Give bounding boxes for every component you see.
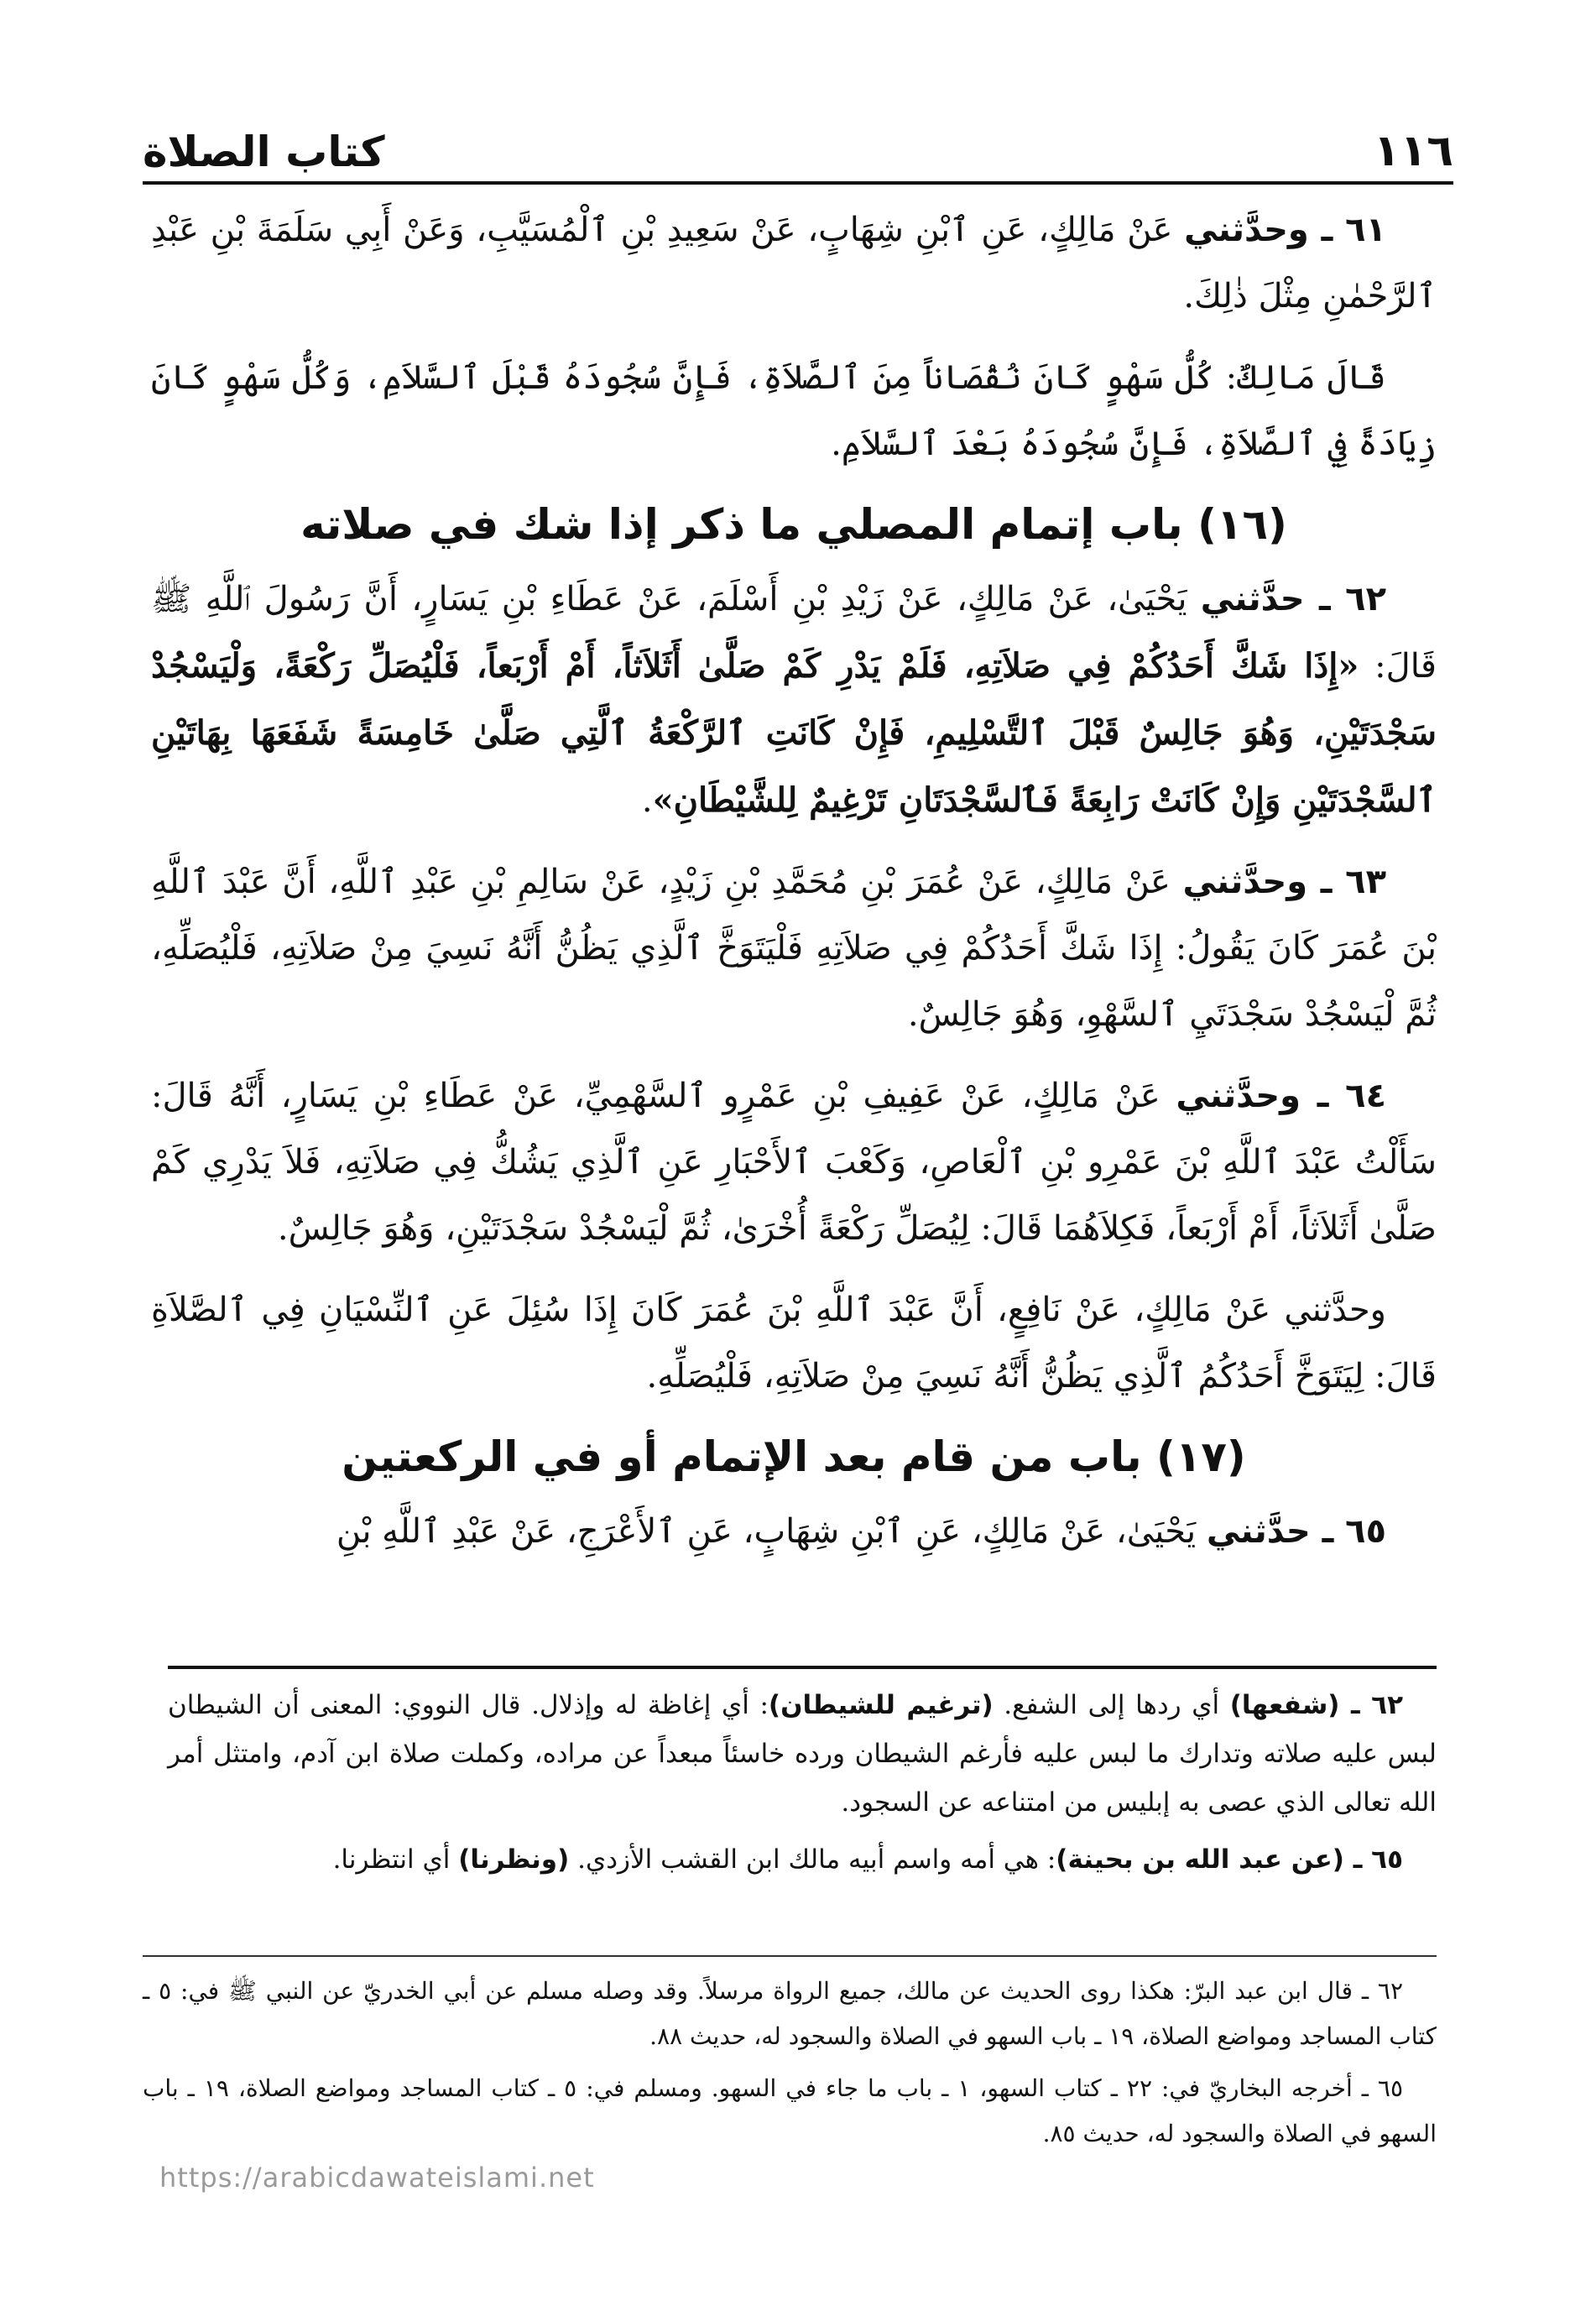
prophetic-quote: «إِذَا شَكَّ أَحَدُكُمْ فِي صَلاَتِهِ، فَلَمْ يَدْرِ كَمْ صَلَّىٰ أَثَلاَثاً، أَمْ أَرْبَعاً، فَلْيُصَلِّ رَكْعَةً، وَلْيَسْجُدْ سَجْدَتَيْنِ، وَهُوَ جَالِسٌ قَبْلَ ٱلتَّسْلِيمِ، فَإِنْ كَانَتِ ٱلرَّكْعَةُ ٱلَّتِي صَلَّىٰ خَامِسَةً شَفَعَهَا بِهَاتَيْنِ ٱلسَّجْدَتَيْنِ وَإِنْ كَانَتْ رَابِعَةً فَٱلسَّجْدَتَانِ تَرْغِيمٌ لِلشَّيْطَانِ» [151, 646, 1437, 820]
malik-note: قَالَ مَالِكٌ: كُلُّ سَهْوٍ كَانَ نُقْصَاناً مِنَ ٱلصَّلاَةِ، فَإِنَّ سُجُودَهُ قَبْلَ ٱلسَّلاَمِ، وَكُلُّ سَهْوٍ كَانَ زِيَادَةً فِي ٱلصَّلاَةِ، فَإِنَّ سُجُودَهُ بَعْدَ ٱلسَّلاَمِ. [151, 358, 1437, 463]
page-header [143, 92, 1453, 185]
footnote-number: ٦٥ ـ [1343, 1844, 1403, 1875]
hadith-number: ٦١ ـ [1308, 211, 1386, 249]
chapter-heading-17: (١٧) باب من قام بعد الإتمام أو في الركعتين [342, 1432, 1246, 1481]
hadith-number: ٦٣ ـ [1307, 863, 1386, 901]
watermark-url: https://arabicdawateislami.net [159, 2162, 595, 2194]
footnote-term: (ترغيم للشيطان) [768, 1690, 994, 1720]
hadith-number: ٦٥ ـ [1310, 1512, 1386, 1551]
footnote-text: أي ردها إلى الشفع. [993, 1690, 1230, 1720]
hadith-text: يَحْيَىٰ، عَنْ مَالِكٍ، عَنِ ٱبْنِ شِهَابٍ، عَنِ ٱلأَعْرَجِ، عَنْ عَبْدِ ٱللَّهِ بْنِ [336, 1512, 1207, 1551]
footnote-62 [168, 1681, 1437, 1827]
footnote-number: ٦٢ ـ [1339, 1690, 1403, 1720]
hadith-lead: وحدَّثني [1184, 211, 1309, 249]
hadith-lead: وحدَّثني [1176, 1077, 1301, 1115]
hadith-lead: وحدَّثني [1182, 863, 1308, 901]
footnote-text: : هي أمه واسم أبيه مالك ابن القشب الأزدي. [569, 1844, 1056, 1875]
hadith-61 [151, 197, 1437, 330]
hadith-number: ٦٤ ـ [1300, 1077, 1386, 1115]
explanatory-footnotes [168, 1666, 1437, 1892]
hadith-text-end: . [641, 781, 653, 820]
hadith-text: عَنْ مَالِكٍ، عَنْ عُمَرَ بْنِ مُحَمَّدِ بْنِ زَيْدٍ، عَنْ سَالِمِ بْنِ عَبْدِ ٱللَّهِ، أَنَّ عَبْدَ ٱللَّهِ بْنَ عُمَرَ كَانَ يَقُولُ: إِذَا شَكَّ أَحَدُكُمْ فِي صَلاَتِهِ فَلْيَتَوَخَّ ٱلَّذِي يَظُنُّ أَنَّهُ نَسِيَ مِنْ صَلاَتِهِ، فَلْيُصَلِّهِ، ثُمَّ لْيَسْجُدْ سَجْدَتَيِ ٱلسَّهْوِ، وَهُوَ جَالِسٌ. [151, 863, 1437, 1034]
main-text [151, 197, 1437, 1580]
running-title: كتاب الصلاة [143, 128, 385, 176]
footnote-65 [168, 1835, 1437, 1884]
source-62: ٦٢ ـ قال ابن عبد البرّ: هكذا روى الحديث عن مالك، جميع الرواة مرسلاً. وقد وصله مسلم عن أبي الخدريّ عن النبي ﷺ في: ٥ ـ كتاب المساجد ومواضع الصلاة، ١٩ ـ باب السهو في الصلاة والسجود له، حديث ٨٨. [143, 1977, 1437, 2050]
source-65: ٦٥ ـ أخرجه البخاريّ في: ٢٢ ـ كتاب السهو، ١ ـ باب ما جاء في السهو. ومسلم في: ٥ ـ كتاب المساجد ومواضع الصلاة، ١٩ ـ باب السهو في الصلاة والسجود له، حديث ٨٥. [143, 2074, 1437, 2147]
footnote-text: أي انتظرنا. [332, 1844, 459, 1875]
hadith-lead: حدَّثني [1200, 580, 1305, 618]
hadith-63 [151, 849, 1437, 1048]
hadith-text: عَنْ مَالِكٍ، عَنِ ٱبْنِ شِهَابٍ، عَنْ سَعِيدِ بْنِ ٱلْمُسَيَّبِ، وَعَنْ أَبِي سَلَمَةَ بْنِ عَبْدِ ٱلرَّحْمٰنِ مِثْلَ ذٰلِكَ. [151, 211, 1437, 316]
footnote-term: (شفعها) [1229, 1690, 1340, 1720]
hadith-number: ٦٢ ـ [1304, 580, 1386, 618]
nafi-report: وحدَّثني عَنْ مَالِكٍ، عَنْ نَافِعٍ، أَنَّ عَبْدَ ٱللَّهِ بْنَ عُمَرَ كَانَ إِذَا سُئِلَ عَنِ ٱلنِّسْيَانِ فِي ٱلصَّلاَةِ قَالَ: لِيَتَوَخَّ أَحَدُكُمُ ٱلَّذِي يَظُنُّ أَنَّهُ نَسِيَ مِنْ صَلاَتِهِ، فَلْيُصَلِّهِ. [151, 1291, 1437, 1395]
source-references [143, 1955, 1437, 2163]
hadith-lead: حدَّثني [1206, 1512, 1311, 1551]
hadith-text: يَحْيَىٰ، عَنْ مَالِكٍ، عَنْ زَيْدِ بْنِ أَسْلَمَ، عَنْ عَطَاءِ بْنِ يَسَارٍ، أَنَّ رَسُولَ ٱللَّهِ ﷺ قَالَ: [151, 580, 1437, 686]
footnote-term: (عن عبد الله بن بحينة) [1056, 1844, 1344, 1875]
hadith-65 [151, 1499, 1437, 1565]
hadith-text: عَنْ مَالِكٍ، عَنْ عَفِيفِ بْنِ عَمْرٍو ٱلسَّهْمِيِّ، عَنْ عَطَاءِ بْنِ يَسَارٍ، أَنَّهُ قَالَ: سَأَلْتُ عَبْدَ ٱللَّهِ بْنَ عَمْرِو بْنِ ٱلْعَاصِ، وَكَعْبَ ٱلأَحْبَارِ عَنِ ٱلَّذِي يَشُكُّ فِي صَلاَتِهِ، فَلاَ يَدْرِي كَمْ صَلَّىٰ أَثَلاَثاً، أَمْ أَرْبَعاً، فَكِلاَهُمَا قَالَ: لِيُصَلِّ رَكْعَةً أُخْرَىٰ، ثُمَّ لْيَسْجُدْ سَجْدَتَيْنِ، وَهُوَ جَالِسٌ. [151, 1077, 1437, 1248]
hadith-62 [151, 566, 1437, 834]
page-number: ١١٦ [1373, 126, 1453, 176]
chapter-heading-16: (١٦) باب إتمام المصلي ما ذكر إذا شك في صلاته [300, 500, 1287, 549]
footnote-term: (ونظرنا) [458, 1844, 570, 1875]
hadith-64 [151, 1063, 1437, 1262]
footnote-text: : أي إغاظة له وإذلال. قال النووي: المعنى أن الشيطان لبس عليه صلاته وتدارك ما لبس عليه فأرغم الشيطان ورده خاسئاً مبعداً عن مراده، وكملت صلاة ابن آدم، وامتثل أمر الله تعالى الذي عصى به إبليس من امتناعه عن السجود. [168, 1690, 1437, 1818]
